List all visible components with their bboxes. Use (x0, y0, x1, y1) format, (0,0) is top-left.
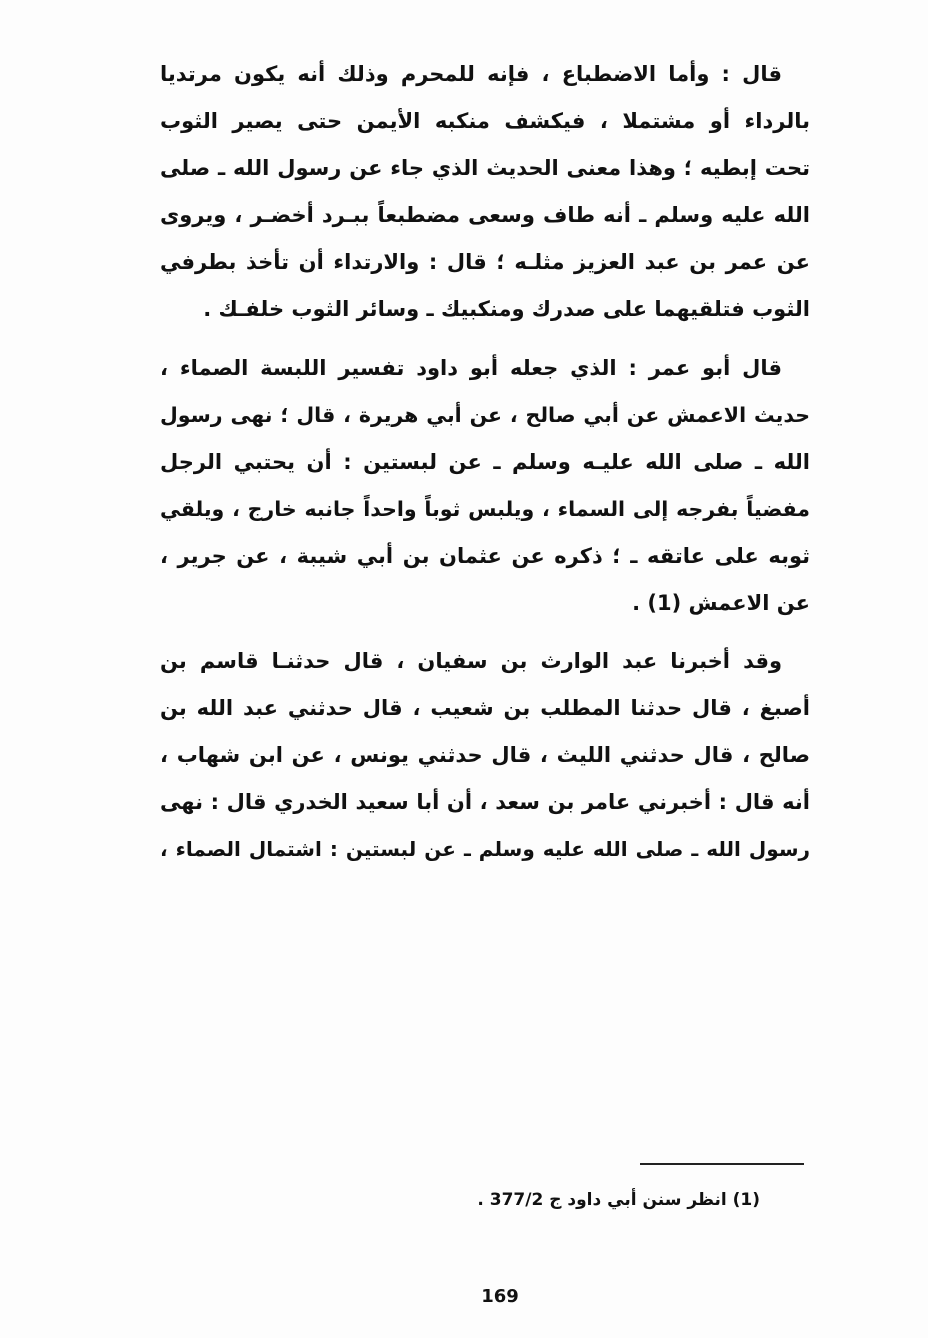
text-line: ثوبه على عاتقه ـ ؛ ذكره عن عثمان بن أبي شيبة ، عن جرير ، (160, 544, 810, 568)
text-line: قال : وأما الاضطباع ، فإنه للمحرم وذلك أنه يكون مرتديا (160, 62, 782, 86)
text-line: عن عمر بن عبد العزيز مثلـه ؛ قال : والارتداء أن تأخذ بطرفي (160, 250, 810, 274)
text-line: الثوب فتلقيهما على صدرك ومنكبيك ـ وسائر الثوب خلفـك . (203, 297, 810, 321)
text-line: وقد أخبرنا عبد الوارث بن سفيان ، قال حدثنـا قاسم بن (160, 649, 782, 673)
paragraph-3 (160, 638, 810, 873)
paragraph-1 (160, 51, 810, 333)
footnote-divider (640, 1163, 804, 1165)
text-line: أصبغ ، قال حدثنا المطلب بن شعيب ، قال حدثني عبد الله بن (160, 696, 810, 720)
text-line: صالح ، قال حدثني الليث ، قال حدثني يونس ، عن ابن شهاب ، (160, 743, 810, 767)
text-line: الله ـ صلى الله عليـه وسلم ـ عن لبستين : أن يحتبي الرجل (160, 450, 810, 474)
text-line: الله عليه وسلم ـ أنه طاف وسعى مضطبعاً ببـرد أخضـر ، ويروى (160, 203, 810, 227)
paragraph-2 (160, 345, 810, 627)
text-line: عن الاعمش (1) . (632, 591, 810, 615)
page-number: 169 (481, 1286, 519, 1307)
text-line: حديث الاعمش عن أبي صالح ، عن أبي هريرة ، قال ؛ نهى رسول (160, 403, 810, 427)
text-line: أنه قال : أخبرني عامر بن سعد ، أن أبا سعيد الخدري قال : نهى (160, 790, 810, 814)
text-line: رسول الله ـ صلى الله عليه وسلم ـ عن لبستين : اشتمال الصماء ، (160, 837, 810, 861)
text-line: قال أبو عمر : الذي جعله أبو داود تفسير اللبسة الصماء ، (160, 356, 782, 380)
footnote: (1) انظر سنن أبي داود ج 377/2 . (477, 1190, 760, 1210)
text-line: مفضياً بفرجه إلى السماء ، ويلبس ثوباً واحداً جانبه خارج ، ويلقي (160, 497, 810, 521)
text-line: بالرداء أو مشتملا ، فيكشف منكبه الأيمن حتى يصير الثوب (160, 109, 810, 133)
text-line: تحت إبطيه ؛ وهذا معنى الحديث الذي جاء عن رسول الله ـ صلى (160, 156, 810, 180)
